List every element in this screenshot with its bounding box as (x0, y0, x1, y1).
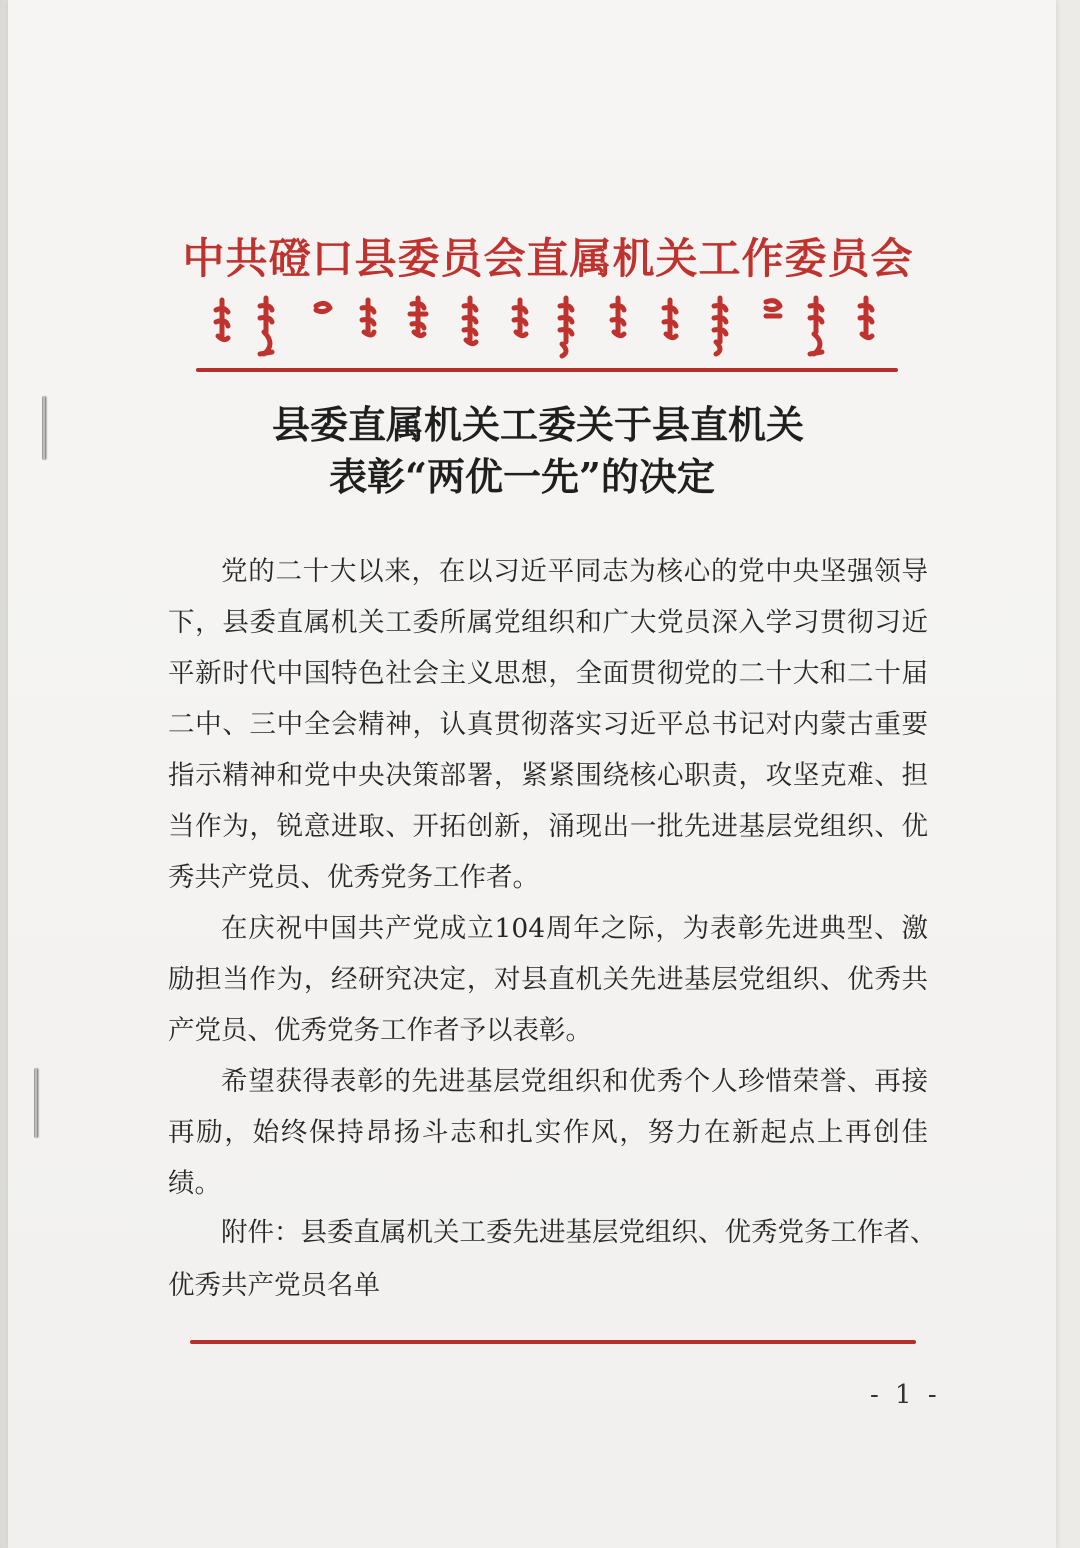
staple-bottom (34, 1068, 38, 1138)
document-body (168, 546, 928, 1209)
header-divider (196, 368, 898, 372)
document-title-line-1: 县委直属机关工委关于县直机关 (271, 402, 804, 447)
page-number: - 1 - (870, 1380, 941, 1410)
body-paragraph: 党的二十大以来，在以习近平同志为核心的党中央坚强领导下，县委直属机关工委所属党组织和广大党员深入学习贯彻习近平新时代中国特色社会主义思想，全面贯彻党的二十大和二十届二中、三中全会精神，认真贯彻落实习近平总书记对内蒙古重要指示精神和党中央决策部署，紧紧围绕核心职责，攻坚克难、担当作为，锐意进取、开拓创新，涌现出一批先进基层党组织、优秀共产党员、优秀党务工作者。 (168, 556, 928, 893)
attachment-note: 附件：县委直属机关工委先进基层党组织、优秀党务工作者、优秀共产党员名单 (168, 1217, 937, 1301)
body-paragraph: 在庆祝中国共产党成立104周年之际，为表彰先进典型、激励担当作为，经研究决定，对县直机关先进基层党组织、优秀共产党员、优秀党务工作者予以表彰。 (168, 913, 928, 1046)
document-title-line-2: 表彰“两优一先”的决定 (329, 454, 715, 499)
document-page (8, 0, 1056, 1548)
body-paragraph: 希望获得表彰的先进基层党组织和优秀个人珍惜荣誉、再接再励，始终保持昂扬斗志和扎实作风，努力在新起点上再创佳绩。 (168, 1066, 928, 1199)
footer-divider (190, 1340, 916, 1344)
organization-header: 中共磴口县委员会直属机关工作委员会 (182, 234, 914, 283)
mongolian-script-header (208, 292, 888, 362)
